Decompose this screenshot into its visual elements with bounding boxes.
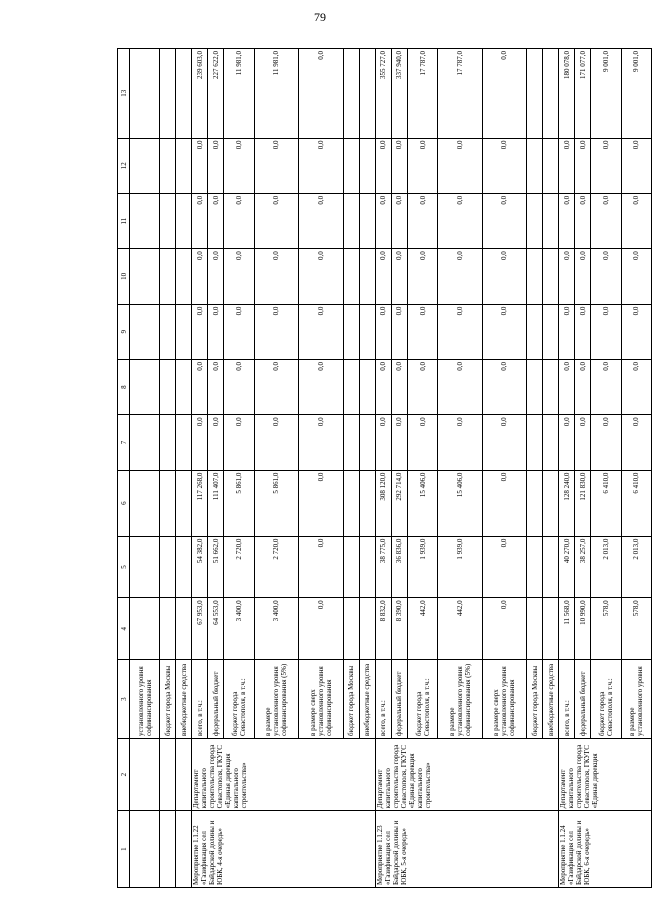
value-cell: 292 714,0 xyxy=(391,470,407,536)
column-number: 3 xyxy=(118,660,130,739)
column-number: 2 xyxy=(118,738,130,810)
funding-source-cell: внебюджетные средства xyxy=(176,660,192,739)
value-cell: 0,0 xyxy=(591,304,621,359)
value-cell: 0,0 xyxy=(299,598,344,660)
value-cell: 0,0 xyxy=(208,249,224,304)
value-cell: 5 861,0 xyxy=(224,470,254,536)
value-cell: 0,0 xyxy=(375,304,391,359)
value-cell xyxy=(343,470,359,536)
table-row xyxy=(375,49,391,888)
value-cell: 0,0 xyxy=(192,359,208,414)
value-cell xyxy=(359,470,375,536)
value-cell: 0,0 xyxy=(208,304,224,359)
value-cell: 2 720,0 xyxy=(224,536,254,598)
executor-cell-empty xyxy=(176,738,192,810)
table-row xyxy=(160,49,176,888)
value-cell: 0,0 xyxy=(621,193,651,248)
value-cell: 0,0 xyxy=(254,415,299,470)
executor-cell-empty xyxy=(130,738,160,810)
value-cell: 0,0 xyxy=(299,193,344,248)
column-number: 6 xyxy=(118,470,130,536)
value-cell: 0,0 xyxy=(208,415,224,470)
value-cell: 337 940,0 xyxy=(391,49,407,139)
value-cell: 111 407,0 xyxy=(208,470,224,536)
value-cell xyxy=(359,359,375,414)
value-cell: 0,0 xyxy=(575,415,591,470)
value-cell: 0,0 xyxy=(224,193,254,248)
value-cell: 0,0 xyxy=(391,304,407,359)
value-cell: 0,0 xyxy=(299,536,344,598)
value-cell xyxy=(343,415,359,470)
value-cell xyxy=(130,304,160,359)
value-cell xyxy=(176,304,192,359)
value-cell xyxy=(343,49,359,139)
value-cell: 0,0 xyxy=(299,49,344,139)
value-cell xyxy=(130,193,160,248)
funding-source-cell: в размере установленного уровня софинансирования (5%) xyxy=(438,660,483,739)
value-cell: 6 410,0 xyxy=(621,470,651,536)
value-cell xyxy=(130,249,160,304)
value-cell: 0,0 xyxy=(208,193,224,248)
funding-source-cell: в размере сверх установленного уровня софинансирования xyxy=(299,660,344,739)
measure-name-cell: Мероприятие 1.1.24 «Газификация сел Байдарской долины и ЮБК, 6-я очередь» xyxy=(559,811,652,888)
funding-source-cell: всего, в т.ч.: xyxy=(192,660,208,739)
value-cell: 0,0 xyxy=(375,249,391,304)
value-cell: 64 553,0 xyxy=(208,598,224,660)
funding-source-cell: бюджет города Севастополя, в т.ч.: xyxy=(591,660,621,739)
table-body xyxy=(130,49,652,888)
value-cell xyxy=(160,536,176,598)
column-number: 8 xyxy=(118,359,130,414)
funding-source-cell: бюджет города Москвы xyxy=(343,660,359,739)
executor-cell: Департамент капитального строительства города Севастополя, ГКУГС «Единая дирекция капитального строительства» xyxy=(192,738,375,810)
value-cell: 0,0 xyxy=(482,470,527,536)
funding-source-cell: всего, в т.ч.: xyxy=(559,660,575,739)
value-cell xyxy=(160,359,176,414)
value-cell xyxy=(543,49,559,139)
value-cell xyxy=(527,470,543,536)
value-cell xyxy=(543,536,559,598)
value-cell: 128 240,0 xyxy=(559,470,575,536)
value-cell: 0,0 xyxy=(407,359,437,414)
value-cell: 0,0 xyxy=(192,415,208,470)
value-cell xyxy=(176,138,192,193)
column-number: 10 xyxy=(118,249,130,304)
value-cell: 0,0 xyxy=(391,249,407,304)
value-cell: 0,0 xyxy=(375,359,391,414)
value-cell: 0,0 xyxy=(438,304,483,359)
value-cell: 0,0 xyxy=(375,193,391,248)
funding-source-cell: в размере установленного уровня софинансирования (5%) xyxy=(254,660,299,739)
value-cell: 0,0 xyxy=(591,193,621,248)
measure-cell-empty xyxy=(130,811,160,888)
value-cell: 0,0 xyxy=(575,138,591,193)
value-cell: 8 390,0 xyxy=(391,598,407,660)
value-cell: 0,0 xyxy=(254,304,299,359)
column-number: 1 xyxy=(118,811,130,888)
value-cell: 6 410,0 xyxy=(591,470,621,536)
value-cell xyxy=(359,49,375,139)
value-cell: 5 861,0 xyxy=(254,470,299,536)
table-row xyxy=(192,49,208,888)
column-number-row xyxy=(118,49,130,888)
value-cell: 0,0 xyxy=(407,304,437,359)
value-cell: 0,0 xyxy=(407,249,437,304)
value-cell: 0,0 xyxy=(192,304,208,359)
rotated-table-container xyxy=(117,48,652,888)
value-cell xyxy=(543,598,559,660)
value-cell: 0,0 xyxy=(621,249,651,304)
value-cell xyxy=(176,49,192,139)
value-cell xyxy=(527,536,543,598)
value-cell xyxy=(160,598,176,660)
funding-source-cell: установленного уровня софинансирования xyxy=(130,660,160,739)
value-cell: 117 268,0 xyxy=(192,470,208,536)
value-cell: 0,0 xyxy=(254,359,299,414)
column-number: 5 xyxy=(118,536,130,598)
value-cell: 0,0 xyxy=(482,193,527,248)
value-cell: 38 775,0 xyxy=(375,536,391,598)
value-cell: 10 990,0 xyxy=(575,598,591,660)
value-cell: 0,0 xyxy=(482,138,527,193)
table-row xyxy=(176,49,192,888)
value-cell xyxy=(543,304,559,359)
value-cell xyxy=(359,138,375,193)
value-cell: 0,0 xyxy=(375,415,391,470)
value-cell xyxy=(343,138,359,193)
value-cell xyxy=(359,415,375,470)
value-cell xyxy=(176,359,192,414)
table-row xyxy=(559,49,575,888)
value-cell xyxy=(160,415,176,470)
value-cell: 0,0 xyxy=(591,415,621,470)
value-cell: 0,0 xyxy=(575,249,591,304)
value-cell: 0,0 xyxy=(482,536,527,598)
value-cell: 121 830,0 xyxy=(575,470,591,536)
value-cell xyxy=(527,598,543,660)
column-number: 12 xyxy=(118,138,130,193)
value-cell: 0,0 xyxy=(407,415,437,470)
value-cell: 1 939,0 xyxy=(407,536,437,598)
value-cell: 0,0 xyxy=(559,415,575,470)
value-cell xyxy=(527,359,543,414)
value-cell xyxy=(130,138,160,193)
value-cell xyxy=(527,49,543,139)
value-cell: 15 406,0 xyxy=(438,470,483,536)
value-cell: 0,0 xyxy=(438,359,483,414)
value-cell: 0,0 xyxy=(438,249,483,304)
value-cell: 1 939,0 xyxy=(438,536,483,598)
value-cell xyxy=(160,249,176,304)
value-cell xyxy=(343,598,359,660)
value-cell: 0,0 xyxy=(208,359,224,414)
value-cell: 0,0 xyxy=(299,359,344,414)
value-cell: 0,0 xyxy=(621,304,651,359)
value-cell: 0,0 xyxy=(575,193,591,248)
value-cell: 0,0 xyxy=(299,249,344,304)
value-cell: 578,0 xyxy=(621,598,651,660)
value-cell: 0,0 xyxy=(559,359,575,414)
column-number: 4 xyxy=(118,598,130,660)
value-cell xyxy=(343,193,359,248)
executor-cell: Департамент капитального строительства города Севастополя, ГКУГС «Единая дирекция капитального строительства» xyxy=(375,738,558,810)
value-cell xyxy=(543,359,559,414)
value-cell: 227 622,0 xyxy=(208,49,224,139)
value-cell xyxy=(527,193,543,248)
measure-name-cell: Мероприятие 1.1.23 «Газификация сел Байдарской долины и ЮБК, 5-я очередь» xyxy=(375,811,558,888)
value-cell: 0,0 xyxy=(482,249,527,304)
value-cell: 0,0 xyxy=(391,193,407,248)
executor-cell: Департамент капитального строительства города Севастополя, ГКУГС «Единая дирекция xyxy=(559,738,652,810)
value-cell xyxy=(160,304,176,359)
value-cell: 442,0 xyxy=(438,598,483,660)
value-cell: 0,0 xyxy=(482,598,527,660)
value-cell xyxy=(176,470,192,536)
value-cell xyxy=(343,304,359,359)
funding-source-cell: федеральный бюджет xyxy=(208,660,224,739)
value-cell: 578,0 xyxy=(591,598,621,660)
value-cell xyxy=(130,536,160,598)
value-cell xyxy=(543,138,559,193)
value-cell: 0,0 xyxy=(482,304,527,359)
value-cell: 308 120,0 xyxy=(375,470,391,536)
value-cell: 40 270,0 xyxy=(559,536,575,598)
value-cell: 0,0 xyxy=(575,304,591,359)
value-cell: 0,0 xyxy=(192,138,208,193)
value-cell xyxy=(543,415,559,470)
value-cell: 0,0 xyxy=(299,470,344,536)
value-cell xyxy=(359,536,375,598)
value-cell: 0,0 xyxy=(559,193,575,248)
page-number: 79 xyxy=(314,10,326,24)
value-cell: 0,0 xyxy=(224,249,254,304)
funding-source-cell: бюджет города Севастополя, в т.ч.: xyxy=(407,660,437,739)
column-number: 9 xyxy=(118,304,130,359)
value-cell xyxy=(130,470,160,536)
financing-table xyxy=(117,48,652,888)
value-cell: 38 257,0 xyxy=(575,536,591,598)
value-cell xyxy=(130,49,160,139)
measure-cell-empty xyxy=(160,811,176,888)
value-cell xyxy=(343,249,359,304)
value-cell: 8 832,0 xyxy=(375,598,391,660)
funding-source-cell: бюджет города Москвы xyxy=(527,660,543,739)
value-cell: 15 406,0 xyxy=(407,470,437,536)
value-cell xyxy=(359,304,375,359)
funding-source-cell: бюджет города Севастополя, в т.ч.: xyxy=(224,660,254,739)
value-cell: 0,0 xyxy=(621,359,651,414)
table-row xyxy=(130,49,160,888)
value-cell: 0,0 xyxy=(299,138,344,193)
value-cell: 0,0 xyxy=(254,138,299,193)
value-cell xyxy=(176,415,192,470)
value-cell: 0,0 xyxy=(591,138,621,193)
value-cell xyxy=(527,249,543,304)
value-cell: 0,0 xyxy=(621,415,651,470)
value-cell xyxy=(160,193,176,248)
value-cell xyxy=(176,249,192,304)
value-cell: 11 981,0 xyxy=(254,49,299,139)
funding-source-cell: федеральный бюджет xyxy=(391,660,407,739)
value-cell xyxy=(130,415,160,470)
value-cell xyxy=(359,249,375,304)
value-cell: 0,0 xyxy=(559,304,575,359)
value-cell xyxy=(527,304,543,359)
value-cell xyxy=(543,193,559,248)
value-cell: 171 077,0 xyxy=(575,49,591,139)
value-cell: 0,0 xyxy=(299,304,344,359)
funding-source-cell: внебюджетные средства xyxy=(543,660,559,739)
value-cell: 11 981,0 xyxy=(224,49,254,139)
value-cell xyxy=(130,598,160,660)
value-cell: 0,0 xyxy=(192,249,208,304)
value-cell xyxy=(343,359,359,414)
value-cell: 11 568,0 xyxy=(559,598,575,660)
value-cell xyxy=(176,536,192,598)
value-cell: 0,0 xyxy=(391,359,407,414)
value-cell: 3 400,0 xyxy=(254,598,299,660)
value-cell xyxy=(160,49,176,139)
value-cell: 2 013,0 xyxy=(591,536,621,598)
funding-source-cell: внебюджетные средства xyxy=(359,660,375,739)
value-cell xyxy=(176,598,192,660)
value-cell: 0,0 xyxy=(192,193,208,248)
value-cell: 2 720,0 xyxy=(254,536,299,598)
value-cell xyxy=(160,470,176,536)
value-cell: 0,0 xyxy=(438,138,483,193)
value-cell: 0,0 xyxy=(224,415,254,470)
value-cell: 36 836,0 xyxy=(391,536,407,598)
value-cell: 442,0 xyxy=(407,598,437,660)
value-cell: 0,0 xyxy=(438,193,483,248)
funding-source-cell: федеральный бюджет xyxy=(575,660,591,739)
value-cell: 0,0 xyxy=(407,193,437,248)
value-cell: 0,0 xyxy=(482,49,527,139)
value-cell: 0,0 xyxy=(407,138,437,193)
value-cell: 0,0 xyxy=(559,138,575,193)
value-cell xyxy=(359,193,375,248)
value-cell: 355 727,0 xyxy=(375,49,391,139)
funding-source-cell: в размере установленного уровня xyxy=(621,660,651,739)
value-cell xyxy=(130,359,160,414)
value-cell: 0,0 xyxy=(559,249,575,304)
funding-source-cell: в размере сверх установленного уровня софинансирования xyxy=(482,660,527,739)
value-cell xyxy=(160,138,176,193)
value-cell: 17 787,0 xyxy=(407,49,437,139)
value-cell: 0,0 xyxy=(224,138,254,193)
value-cell: 67 953,0 xyxy=(192,598,208,660)
value-cell: 3 400,0 xyxy=(224,598,254,660)
value-cell xyxy=(543,249,559,304)
column-number: 13 xyxy=(118,49,130,139)
value-cell: 0,0 xyxy=(208,138,224,193)
funding-source-cell: всего, в т.ч.: xyxy=(375,660,391,739)
value-cell: 9 001,0 xyxy=(591,49,621,139)
value-cell: 0,0 xyxy=(482,415,527,470)
value-cell: 0,0 xyxy=(391,138,407,193)
measure-cell-empty xyxy=(176,811,192,888)
value-cell: 0,0 xyxy=(375,138,391,193)
column-number: 11 xyxy=(118,193,130,248)
value-cell: 0,0 xyxy=(591,359,621,414)
value-cell: 0,0 xyxy=(575,359,591,414)
value-cell: 180 078,0 xyxy=(559,49,575,139)
value-cell: 239 603,0 xyxy=(192,49,208,139)
value-cell: 0,0 xyxy=(254,249,299,304)
value-cell: 17 787,0 xyxy=(438,49,483,139)
measure-name-cell: Мероприятие 1.1.22 «Газификация сел Байдарской долины и ЮБК, 4-я очередь» xyxy=(192,811,375,888)
value-cell: 0,0 xyxy=(621,138,651,193)
value-cell xyxy=(527,415,543,470)
executor-cell-empty xyxy=(160,738,176,810)
value-cell: 0,0 xyxy=(254,193,299,248)
value-cell xyxy=(359,598,375,660)
column-number: 7 xyxy=(118,415,130,470)
value-cell xyxy=(343,536,359,598)
value-cell xyxy=(527,138,543,193)
value-cell: 0,0 xyxy=(591,249,621,304)
value-cell: 0,0 xyxy=(438,415,483,470)
value-cell: 0,0 xyxy=(224,359,254,414)
value-cell: 0,0 xyxy=(391,415,407,470)
value-cell: 0,0 xyxy=(482,359,527,414)
value-cell xyxy=(543,470,559,536)
value-cell: 54 382,0 xyxy=(192,536,208,598)
value-cell xyxy=(176,193,192,248)
value-cell: 51 662,0 xyxy=(208,536,224,598)
value-cell: 0,0 xyxy=(299,415,344,470)
value-cell: 0,0 xyxy=(224,304,254,359)
value-cell: 9 001,0 xyxy=(621,49,651,139)
funding-source-cell: бюджет города Москвы xyxy=(160,660,176,739)
value-cell: 2 013,0 xyxy=(621,536,651,598)
